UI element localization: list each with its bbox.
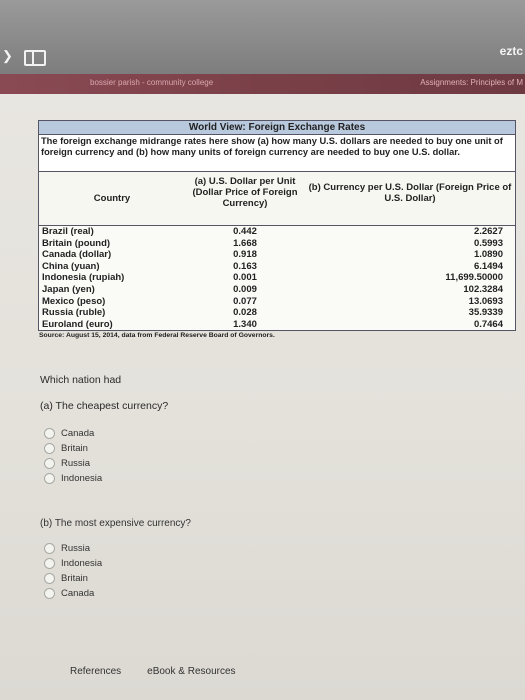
header-dollar-per-unit: (a) U.S. Dollar per Unit (Dollar Price of Foreign Currency)	[192, 176, 298, 209]
cell-dollar-per-unit: 0.009	[233, 283, 257, 295]
table-description: The foreign exchange midrange rates here show (a) how many U.S. dollars are needed to buy one unit of foreign currency and (b) how many units of foreign currency are needed to buy one U.S. dollar.	[38, 134, 516, 171]
option-label[interactable]: Britain	[61, 573, 88, 584]
question-part-a: (a) The cheapest currency?	[40, 400, 169, 412]
cell-country: Mexico (peso)	[42, 295, 106, 307]
options-part-b	[44, 541, 102, 601]
radio-button[interactable]	[44, 588, 55, 599]
options-part-a	[44, 426, 102, 486]
answer-option[interactable]	[44, 456, 102, 471]
option-label[interactable]: Canada	[61, 588, 95, 599]
answer-option[interactable]	[44, 571, 102, 586]
cell-dollar-per-unit: 1.668	[233, 237, 257, 249]
header-country: Country	[93, 193, 131, 204]
option-label[interactable]: Indonesia	[61, 473, 103, 484]
exchange-rate-table	[38, 120, 516, 339]
cell-dollar-per-unit: 0.001	[233, 272, 257, 284]
cell-currency-per-dollar: 2.2627	[473, 226, 503, 237]
option-label[interactable]: Russia	[61, 458, 91, 469]
answer-option[interactable]	[44, 556, 102, 571]
cell-country: Canada (dollar)	[42, 249, 112, 261]
sidebar-icon[interactable]	[24, 50, 46, 66]
cell-dollar-per-unit: 0.918	[233, 249, 257, 261]
cell-currency-per-dollar: 13.0693	[468, 295, 503, 307]
browser-toolbar	[0, 0, 525, 74]
table-header	[38, 171, 516, 225]
ebook-resources-link[interactable]: eBook & Resources	[147, 666, 236, 677]
cell-dollar-per-unit: 1.340	[233, 318, 257, 330]
table-row	[39, 284, 515, 296]
table-row	[39, 307, 515, 319]
option-label[interactable]: Britain	[61, 443, 88, 454]
references-link[interactable]: References	[70, 666, 122, 677]
radio-button[interactable]	[44, 473, 55, 484]
option-label[interactable]: Indonesia	[61, 558, 103, 569]
cell-currency-per-dollar: 35.9339	[468, 307, 503, 319]
answer-option[interactable]	[44, 541, 102, 556]
browser-tab-title[interactable]: eztc	[499, 44, 523, 58]
radio-button[interactable]	[44, 458, 55, 469]
site-header-bar	[0, 74, 525, 94]
question-part-b: (b) The most expensive currency?	[40, 518, 191, 529]
table-row	[39, 272, 515, 284]
radio-button[interactable]	[44, 543, 55, 554]
header-currency-per-dollar: (b) Currency per U.S. Dollar (Foreign Price of U.S. Dollar)	[308, 182, 512, 204]
cell-country: Britain (pound)	[42, 237, 111, 249]
table-row	[39, 261, 515, 273]
cell-country: Japan (yen)	[42, 283, 95, 295]
answer-option[interactable]	[44, 426, 102, 441]
radio-button[interactable]	[44, 443, 55, 454]
cell-currency-per-dollar: 1.0890	[473, 249, 503, 261]
table-row	[39, 296, 515, 308]
radio-button[interactable]	[44, 573, 55, 584]
cell-country: Euroland (euro)	[42, 318, 113, 330]
cell-currency-per-dollar: 0.5993	[473, 237, 503, 249]
answer-option[interactable]	[44, 471, 102, 486]
radio-button[interactable]	[44, 428, 55, 439]
answer-option[interactable]	[44, 441, 102, 456]
cell-currency-per-dollar: 6.1494	[473, 260, 503, 272]
option-label[interactable]: Canada	[61, 428, 95, 439]
question-intro: Which nation had	[40, 374, 122, 386]
table-row	[39, 238, 515, 250]
table-body	[38, 225, 516, 331]
college-name[interactable]: bossier parish - community college	[90, 78, 214, 87]
radio-button[interactable]	[44, 558, 55, 569]
cell-currency-per-dollar: 11,699.50000	[445, 272, 503, 284]
cell-dollar-per-unit: 0.442	[233, 226, 257, 237]
cell-currency-per-dollar: 102.3284	[463, 283, 503, 295]
chevron-right-icon[interactable]: ❯	[2, 48, 13, 63]
table-row	[39, 226, 515, 238]
cell-currency-per-dollar: 0.7464	[473, 318, 503, 330]
table-row	[39, 319, 515, 331]
cell-dollar-per-unit: 0.028	[233, 307, 257, 319]
footer-links	[70, 666, 236, 677]
cell-country: Russia (ruble)	[42, 307, 106, 319]
cell-country: China (yuan)	[42, 260, 100, 272]
assignment-breadcrumb[interactable]: Assignments: Principles of M	[420, 78, 523, 87]
table-row	[39, 249, 515, 261]
table-source: Source: August 15, 2014, data from Federal Reserve Board of Governors.	[39, 332, 275, 340]
answer-option[interactable]	[44, 586, 102, 601]
cell-dollar-per-unit: 0.163	[233, 260, 257, 272]
table-title: World View: Foreign Exchange Rates	[38, 120, 516, 134]
option-label[interactable]: Russia	[61, 543, 91, 554]
cell-dollar-per-unit: 0.077	[233, 295, 257, 307]
cell-country: Brazil (real)	[42, 226, 94, 237]
cell-country: Indonesia (rupiah)	[42, 272, 125, 284]
